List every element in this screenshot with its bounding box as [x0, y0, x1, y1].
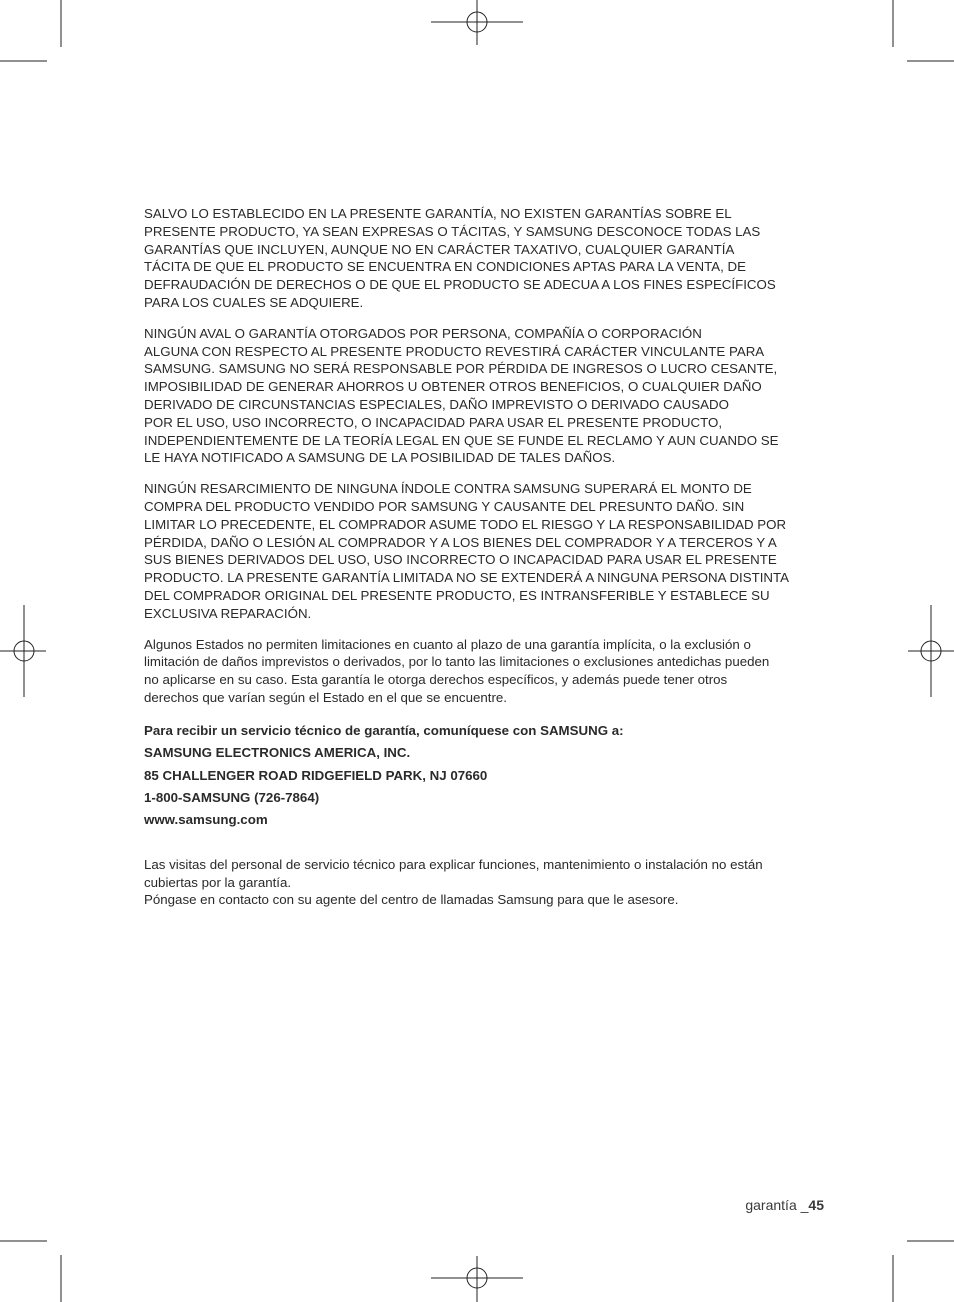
footer-section-label: garantía _ [745, 1197, 809, 1213]
registration-mark-top [431, 0, 523, 45]
note-service-visits: Las visitas del personal de servicio técnico para explicar funciones, mantenimiento o instalación no están cubiertas por la garantía. [144, 856, 763, 890]
registration-mark-bottom [431, 1256, 523, 1302]
contact-intro: Para recibir un servicio técnico de garantía, comuníquese con SAMSUNG a: [144, 722, 624, 738]
paragraph-state-rights: Algunos Estados no permiten limitaciones en cuanto al plazo de una garantía implícita, o la exclusión o limitación de daños imprevistos o derivados, por lo tanto las limitaciones o exclusiones antedichas pueden no aplicarse en su caso. Esta garantía le otorga derechos específicos, y además puede tener otros derechos que varían según el Estado en el que se encuentre. [144, 636, 770, 705]
paragraph-no-endorsement: NINGÚN AVAL O GARANTÍA OTORGADOS POR PERSONA, COMPAÑÍA O CORPORACIÓN ALGUNA CON RESPECTO AL PRESENTE PRODUCTO REVESTIRÁ CARÁCTER VINCULANTE PARA SAMSUNG. SAMSUNG NO SERÁ RESPONSABLE POR PÉRDIDA DE INGRESOS O LUCRO CESANTE, IMPOSIBILIDAD DE GENERAR AHORROS U OBTENER OTROS BENEFICIOS, O CUALQUIER DAÑO DERIVADO DE CIRCUNSTANCIAS ESPECIALES, DAÑO IMPREVISTO O DERIVADO CAUSADO POR EL USO, USO INCORRECTO, O INCAPACIDAD PARA USAR EL PRESENTE PRODUCTO, INDEPENDIENTEMENTE DE LA TEORÍA LEGAL EN QUE SE FUNDE EL RECLAMO Y AUN CUANDO SE LE HAYA NOTIFICADO A SAMSUNG DE LA POSIBILIDAD DE TALES DAÑOS. [144, 325, 779, 466]
paragraph-disclaimer-warranties: SALVO LO ESTABLECIDO EN LA PRESENTE GARANTÍA, NO EXISTEN GARANTÍAS SOBRE EL PRESENTE PRODUCTO, YA SEAN EXPRESAS O TÁCITAS, Y SAMSUNG DESCONOCE TODAS LAS GARANTÍAS QUE INCLUYEN, AUNQUE NO EN CARÁCTER TAXATIVO, CUALQUIER GARANTÍA TÁCITA DE QUE EL PRODUCTO SE ENCUENTRA EN CONDICIONES APTAS PARA LA VENTA, DE DEFRAUDACIÓN DE DERECHOS O DE QUE EL PRODUCTO SE ADECUA A LOS FINES ESPECÍFICOS PARA LOS CUALES SE ADQUIERE. [144, 206, 776, 310]
contact-website: www.samsung.com [144, 812, 268, 828]
contact-address: 85 CHALLENGER ROAD RIDGEFIELD PARK, NJ 07660 [144, 767, 488, 783]
note-call-center: Póngase en contacto con su agente del centro de llamadas Samsung para que le asesore. [144, 892, 679, 908]
contact-block [144, 720, 824, 832]
page-footer [745, 1197, 824, 1213]
page-number: 45 [808, 1197, 824, 1213]
service-notes [144, 856, 824, 909]
registration-mark-left [0, 605, 46, 697]
registration-mark-right [908, 605, 954, 697]
contact-phone: 1-800-SAMSUNG (726-7864) [144, 789, 320, 805]
warranty-text-body [144, 205, 824, 909]
paragraph-limitation-recovery: NINGÚN RESARCIMIENTO DE NINGUNA ÍNDOLE CONTRA SAMSUNG SUPERARÁ EL MONTO DE COMPRA DEL PRODUCTO VENDIDO POR SAMSUNG Y CAUSANTE DEL PRESUNTO DAÑO. SIN LIMITAR LO PRECEDENTE, EL COMPRADOR ASUME TODO EL RIESGO Y LA RESPONSABILIDAD POR PÉRDIDA, DAÑO O LESIÓN AL COMPRADOR Y A LOS BIENES DEL COMPRADOR Y A TERCEROS Y A SUS BIENES DERIVADOS DEL USO, USO INCORRECTO O INCAPACIDAD PARA USAR EL PRESENTE PRODUCTO. LA PRESENTE GARANTÍA LIMITADA NO SE EXTENDERÁ A NINGUNA PERSONA DISTINTA DEL COMPRADOR ORIGINAL DEL PRESENTE PRODUCTO, ES INTRANSFERIBLE Y ESTABLECE SU EXCLUSIVA REPARACIÓN. [144, 481, 790, 621]
contact-company: SAMSUNG ELECTRONICS AMERICA, INC. [144, 745, 411, 761]
